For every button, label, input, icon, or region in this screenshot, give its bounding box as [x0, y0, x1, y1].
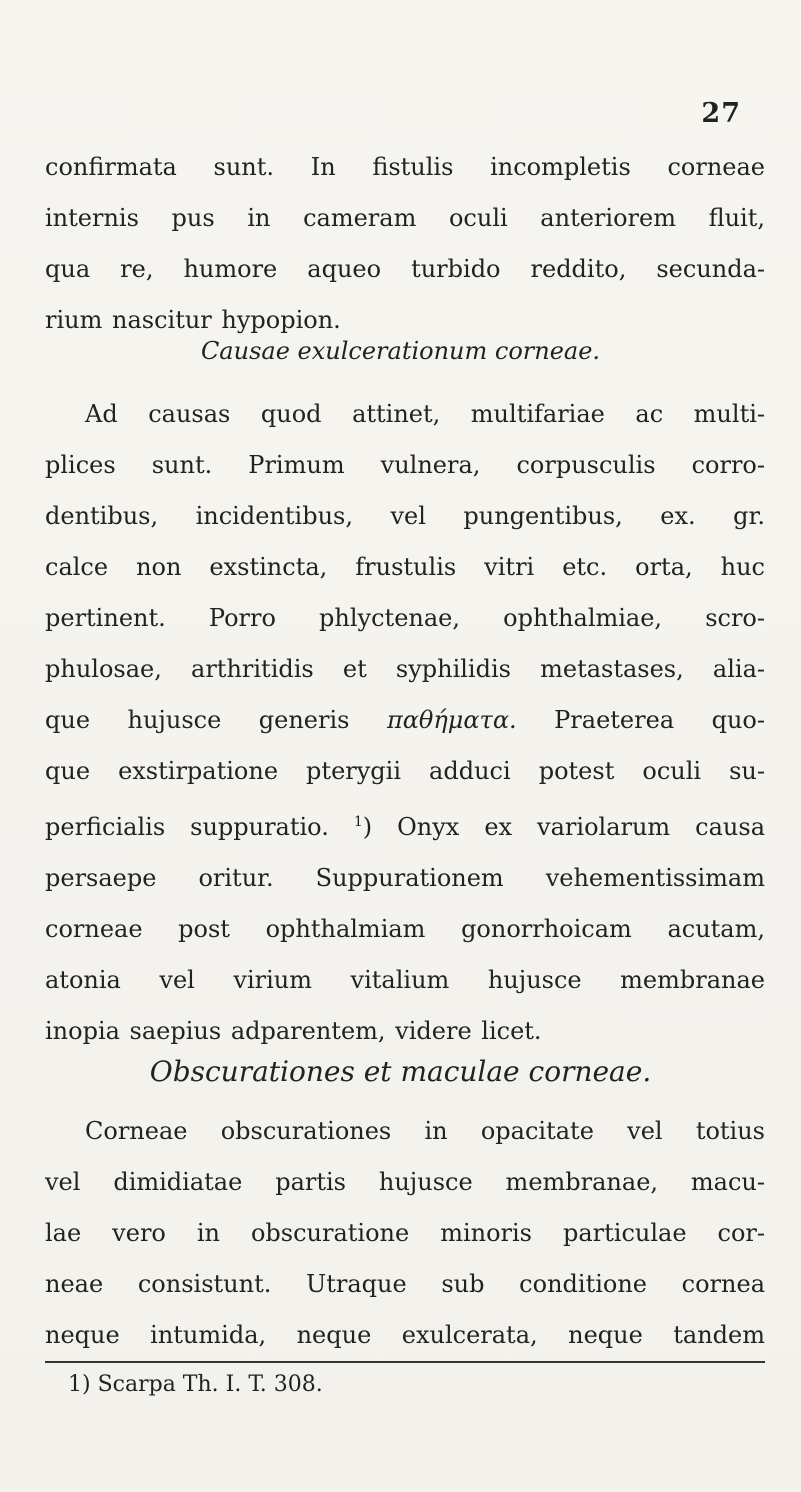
text-line-footnote-ref — [45, 797, 765, 853]
text-line: Corneae obscurationes in opacitate vel totius — [85, 1117, 765, 1145]
text-fragment: perficialis suppuratio. — [45, 813, 329, 841]
section-heading-obscurationes: Obscurationes et maculae corneae. — [149, 1055, 652, 1088]
greek-word: παθήματα. — [386, 706, 517, 734]
paragraph-1 — [45, 142, 765, 346]
text-line: phulosae, arthritidis et syphilidis metastases, alia- — [45, 655, 765, 683]
text-line: Ad causas quod attinet, multifariae ac multi- — [85, 400, 765, 428]
text-line: confirmata sunt. In fistulis incompletis corneae — [45, 153, 765, 181]
text-line: corneae post ophthalmiam gonorrhoicam acutam, — [45, 915, 765, 943]
footnote-text: Scarpa Th. I. T. 308. — [97, 1372, 323, 1397]
text-line-greek — [45, 695, 765, 746]
footnote-divider — [45, 1361, 765, 1363]
text-line: persaepe oritur. Suppurationem vehementissimam — [45, 864, 765, 892]
text-line: que exstirpatione pterygii adduci potest oculi su- — [45, 757, 765, 785]
text-fragment: Praeterea quo- — [554, 706, 765, 734]
footnote — [68, 1372, 323, 1397]
text-line: neque intumida, neque exulcerata, neque tandem — [45, 1321, 765, 1349]
text-line: internis pus in cameram oculi anteriorem fluit, — [45, 204, 765, 232]
text-line: qua re, humore aqueo turbido reddito, secunda- — [45, 255, 765, 283]
text-line: vel dimidiatae partis hujusce membranae, macu- — [45, 1168, 765, 1196]
text-line: lae vero in obscuratione minoris particulae cor- — [45, 1219, 765, 1247]
section-heading-causae: Causae exulcerationum corneae. — [200, 337, 601, 365]
paragraph-2 — [45, 389, 765, 1057]
text-line: plices sunt. Primum vulnera, corpusculis corro- — [45, 451, 765, 479]
text-line: rium nascitur hypopion. — [45, 306, 341, 334]
text-line: dentibus, incidentibus, vel pungentibus, ex. gr. — [45, 502, 765, 530]
footnote-label: 1) — [68, 1372, 91, 1397]
paragraph-3 — [45, 1106, 765, 1361]
page-number: 27 — [701, 98, 741, 129]
text-fragment: ) Onyx ex variolarum causa — [362, 813, 766, 841]
text-line: neae consistunt. Utraque sub conditione cornea — [45, 1270, 765, 1298]
text-line: atonia vel virium vitalium hujusce membranae — [45, 966, 765, 994]
text-line: pertinent. Porro phlyctenae, ophthalmiae, scro- — [45, 604, 765, 632]
footnote-marker[interactable]: 1 — [353, 814, 363, 830]
text-line: calce non exstincta, frustulis vitri etc. orta, huc — [45, 553, 765, 581]
text-line: inopia saepius adparentem, videre licet. — [45, 1017, 542, 1045]
text-fragment: que hujusce generis — [45, 706, 350, 734]
